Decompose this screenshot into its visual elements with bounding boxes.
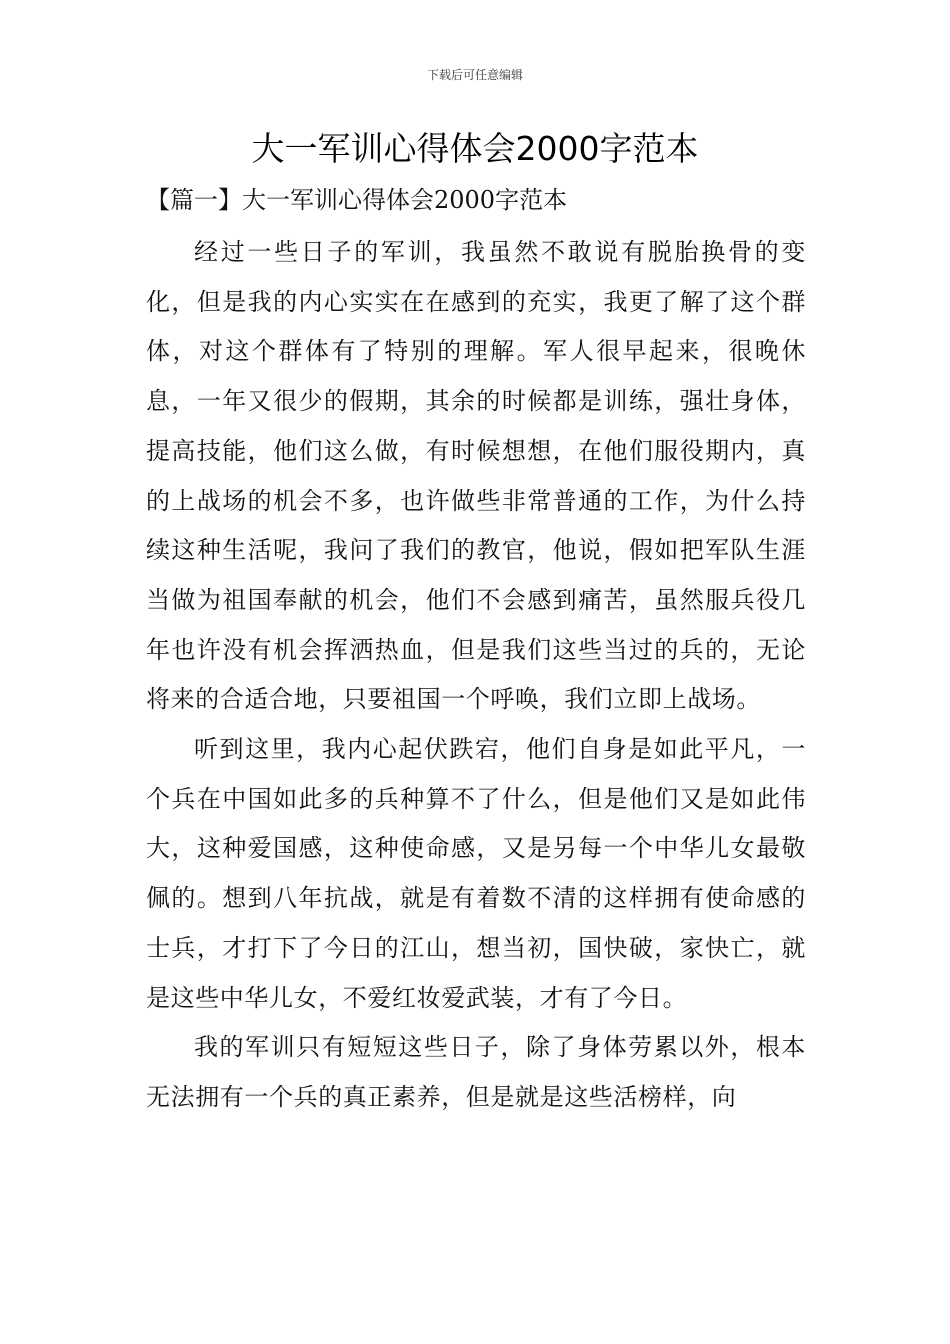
header-note: 下载后可任意编辑 xyxy=(426,68,523,82)
paragraph-3: 我的军训只有短短这些日子，除了身体劳累以外，根本无法拥有一个兵的真正素养，但是就是这些活榜样，向 xyxy=(146,1033,806,1111)
document-title: 大一军训心得体会2000字范本 xyxy=(251,129,699,168)
section-heading: 【篇一】大一军训心得体会2000字范本 xyxy=(146,186,568,214)
paragraph-1: 经过一些日子的军训，我虽然不敢说有脱胎换骨的变化，但是我的内心实实在在感到的充实，我更了解了这个群体，对这个群体有了特别的理解。军人很早起来，很晚休息，一年又很少的假期，其余的时候都是训练，强壮身体，提高技能，他们这么做，有时候想想，在他们服役期内，真的上战场的机会不多，也许做些非常普通的工作，为什么持续这种生活呢，我问了我们的教官，他说，假如把军队生涯当做为祖国奉献的机会，他们不会感到痛苦，虽然服兵役几年也许没有机会挥洒热血，但是我们这些当过的兵的，无论将来的合适合地，只要祖国一个呼唤，我们立即上战场。 xyxy=(146,238,806,714)
paragraph-2: 听到这里，我内心起伏跌宕，他们自身是如此平凡，一个兵在中国如此多的兵种算不了什么，但是他们又是如此伟大，这种爱国感，这种使命感，又是另每一个中华儿女最敬佩的。想到八年抗战，就是有着数不清的这样拥有使命感的士兵，才打下了今日的江山，想当初，国快破，家快亡，就是这些中华儿女，不爱红妆爱武装，才有了今日。 xyxy=(146,735,806,1012)
document-body xyxy=(146,228,806,1123)
